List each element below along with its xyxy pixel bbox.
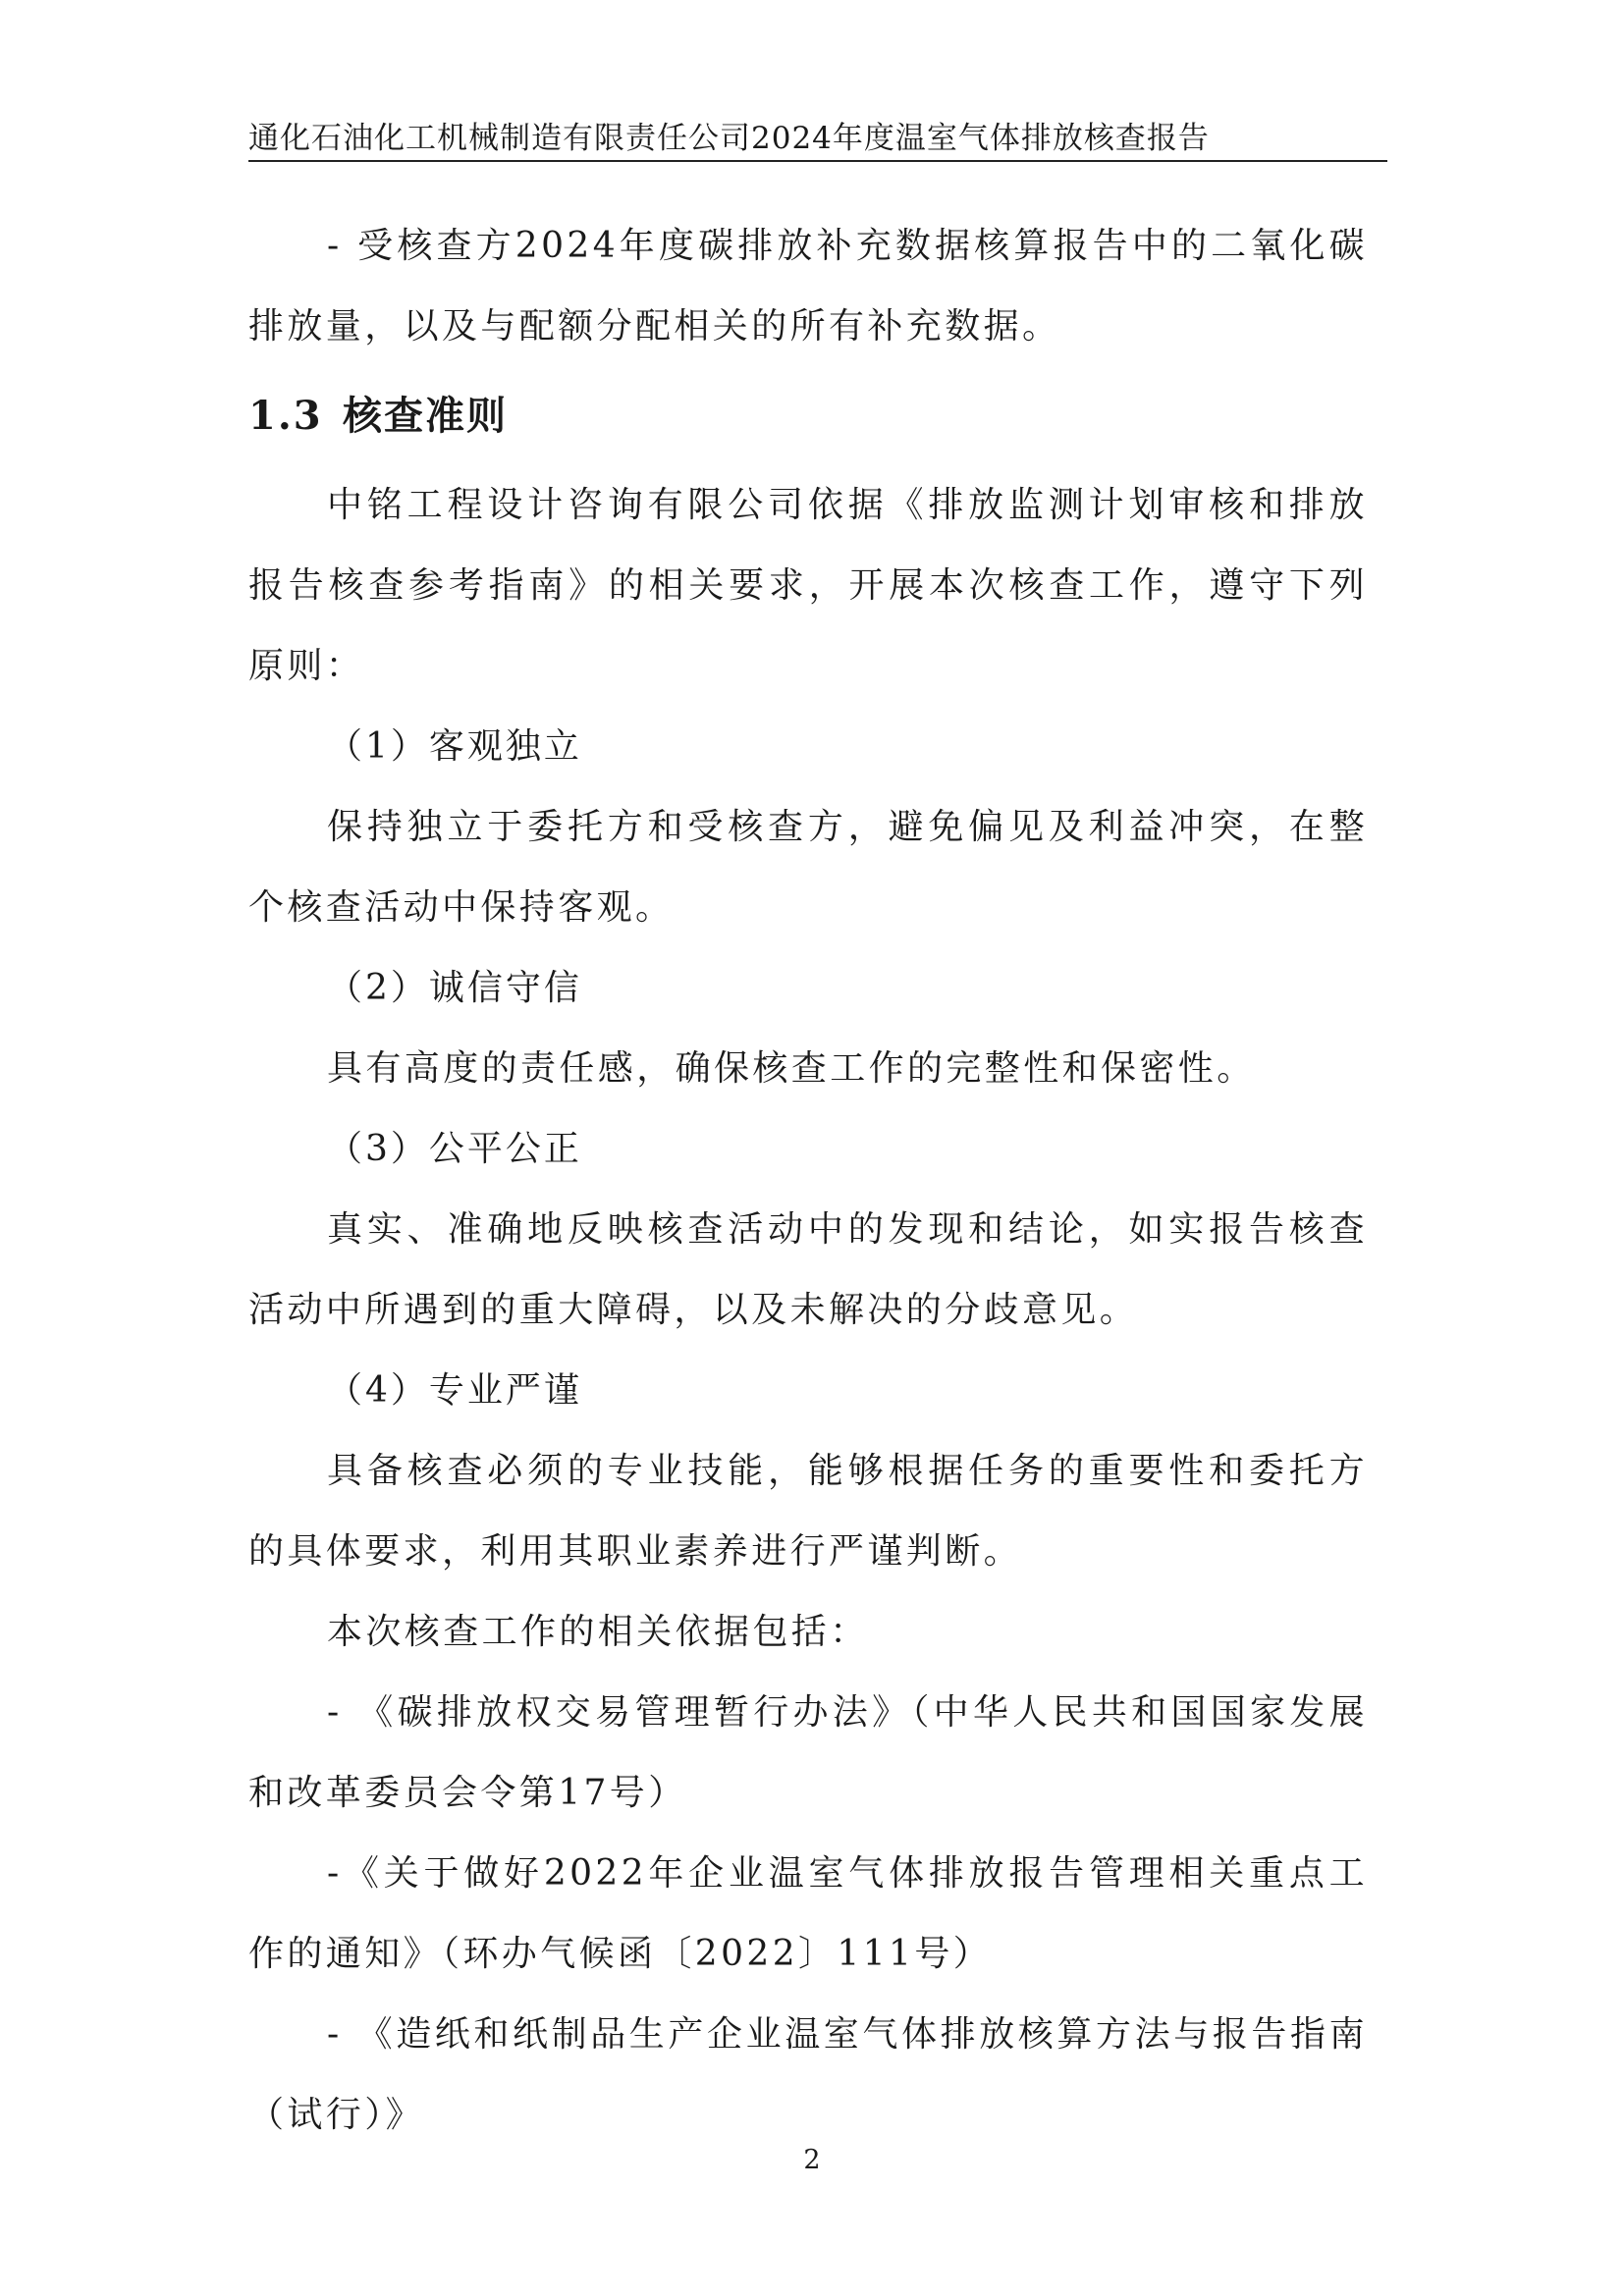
principle-label: （4）专业严谨	[327, 1370, 582, 1411]
section-intro: 中铭工程设计咨询有限公司依据《排放监测计划审核和排放报告核查参考指南》的相关要求，开展本次核查工作，遵守下列原则：	[248, 485, 1368, 686]
section-heading	[248, 367, 1368, 465]
section-title: 核查准则	[343, 393, 508, 439]
basis-item: - 《碳排放权交易管理暂行办法》（中华人民共和国国家发展和改革委员会令第17号）	[248, 1692, 1368, 1813]
intro-bullet: - 受核查方2024年度碳排放补充数据核算报告中的二氧化碳排放量，以及与配额分配相关的所有补充数据。	[248, 226, 1368, 347]
basis-intro: 本次核查工作的相关依据包括：	[327, 1612, 869, 1652]
principle-label: （3）公平公正	[327, 1129, 582, 1169]
basis-item: - 《造纸和纸制品生产企业温室气体排放核算方法与报告指南（试行）》	[248, 2014, 1368, 2135]
page-number: 2	[803, 2145, 821, 2175]
basis-item: -《关于做好2022年企业温室气体排放报告管理相关重点工作的通知》（环办气候函〔2022〕111号）	[248, 1853, 1368, 1974]
header-divider	[248, 160, 1387, 162]
principle-text: 真实、准确地反映核查活动中的发现和结论，如实报告核查活动中所遇到的重大障碍，以及未解决的分歧意见。	[248, 1209, 1368, 1330]
principle-label: （2）诚信守信	[327, 968, 582, 1008]
page-header: 通化石油化工机械制造有限责任公司2024年度温室气体排放核查报告	[248, 121, 1210, 156]
principle-text: 保持独立于委托方和受核查方，避免偏见及利益冲突，在整个核查活动中保持客观。	[248, 807, 1368, 928]
principle-text: 具有高度的责任感，确保核查工作的完整性和保密性。	[327, 1048, 1256, 1089]
document-body	[248, 206, 1368, 2156]
principle-label: （1）客观独立	[327, 726, 582, 767]
section-number: 1.3	[248, 393, 323, 439]
principle-text: 具备核查必须的专业技能，能够根据任务的重要性和委托方的具体要求，利用其职业素养进行严谨判断。	[248, 1451, 1368, 1572]
